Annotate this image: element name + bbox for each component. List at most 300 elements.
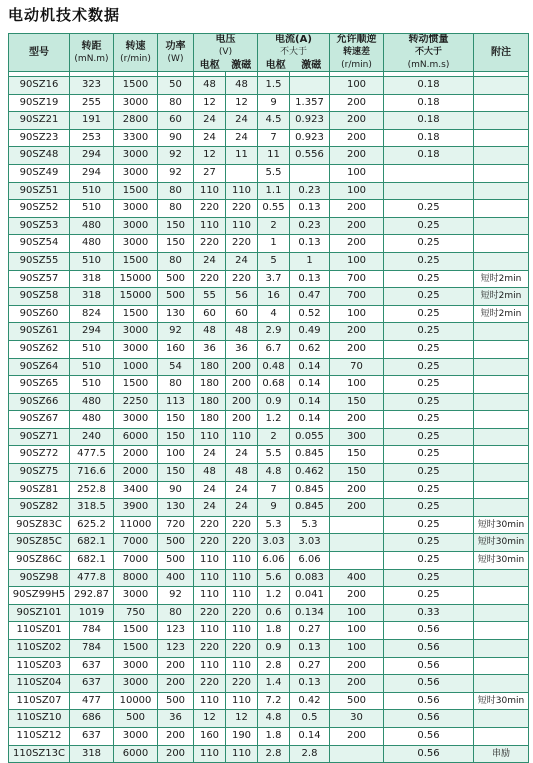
cell-current-field: 0.27 bbox=[290, 657, 330, 675]
cell-power: 130 bbox=[158, 499, 194, 517]
cell-current-field: 0.845 bbox=[290, 481, 330, 499]
cell-current-field: 0.23 bbox=[290, 182, 330, 200]
cell-voltage-field: 24 bbox=[226, 499, 258, 517]
cell-speed-diff bbox=[330, 552, 384, 570]
cell-voltage-field: 36 bbox=[226, 340, 258, 358]
cell-voltage-armature: 220 bbox=[194, 516, 226, 534]
cell-voltage-field: 24 bbox=[226, 112, 258, 130]
cell-voltage-armature: 24 bbox=[194, 129, 226, 147]
cell-inertia: 0.25 bbox=[384, 446, 474, 464]
cell-speed: 7000 bbox=[114, 552, 158, 570]
cell-voltage-field: 110 bbox=[226, 182, 258, 200]
cell-current-field: 0.13 bbox=[290, 675, 330, 693]
cell-power: 54 bbox=[158, 358, 194, 376]
cell-note bbox=[474, 622, 529, 640]
table-row bbox=[9, 587, 529, 605]
cell-model: 110SZ13C bbox=[9, 745, 70, 763]
cell-voltage-field: 110 bbox=[226, 428, 258, 446]
table-row bbox=[9, 446, 529, 464]
cell-power: 200 bbox=[158, 745, 194, 763]
cell-power: 150 bbox=[158, 235, 194, 253]
cell-inertia: 0.18 bbox=[384, 77, 474, 95]
table-row bbox=[9, 217, 529, 235]
cell-note bbox=[474, 446, 529, 464]
cell-model: 90SZ72 bbox=[9, 446, 70, 464]
cell-inertia bbox=[384, 182, 474, 200]
cell-inertia: 0.25 bbox=[384, 428, 474, 446]
cell-torque: 480 bbox=[70, 411, 114, 429]
cell-torque: 625.2 bbox=[70, 516, 114, 534]
cell-inertia: 0.18 bbox=[384, 147, 474, 165]
cell-inertia: 0.18 bbox=[384, 94, 474, 112]
table-row bbox=[9, 622, 529, 640]
cell-inertia: 0.18 bbox=[384, 112, 474, 130]
cell-voltage-field: 110 bbox=[226, 587, 258, 605]
cell-voltage-field: 110 bbox=[226, 217, 258, 235]
cell-torque: 294 bbox=[70, 147, 114, 165]
table-row bbox=[9, 182, 529, 200]
cell-current-field: 0.055 bbox=[290, 428, 330, 446]
table-row bbox=[9, 710, 529, 728]
cell-model: 90SZ75 bbox=[9, 464, 70, 482]
cell-current-armature: 1.5 bbox=[258, 77, 290, 95]
cell-model: 90SZ67 bbox=[9, 411, 70, 429]
cell-note bbox=[474, 481, 529, 499]
cell-speed-diff: 200 bbox=[330, 340, 384, 358]
cell-note bbox=[474, 147, 529, 165]
cell-voltage-field: 48 bbox=[226, 464, 258, 482]
cell-note bbox=[474, 569, 529, 587]
cell-voltage-field: 12 bbox=[226, 710, 258, 728]
cell-power: 80 bbox=[158, 252, 194, 270]
cell-voltage-field: 220 bbox=[226, 640, 258, 658]
cell-inertia: 0.25 bbox=[384, 499, 474, 517]
cell-speed-diff: 100 bbox=[330, 77, 384, 95]
cell-power: 130 bbox=[158, 305, 194, 323]
cell-inertia: 0.56 bbox=[384, 727, 474, 745]
cell-speed: 1500 bbox=[114, 182, 158, 200]
cell-model: 90SZ101 bbox=[9, 604, 70, 622]
cell-note bbox=[474, 499, 529, 517]
cell-speed: 1500 bbox=[114, 305, 158, 323]
cell-power: 200 bbox=[158, 675, 194, 693]
table-row bbox=[9, 428, 529, 446]
cell-note: 短时30min bbox=[474, 692, 529, 710]
cell-torque: 682.1 bbox=[70, 552, 114, 570]
cell-current-armature: 5.5 bbox=[258, 446, 290, 464]
cell-model: 90SZ55 bbox=[9, 252, 70, 270]
cell-power: 50 bbox=[158, 77, 194, 95]
cell-speed: 3000 bbox=[114, 727, 158, 745]
cell-note bbox=[474, 323, 529, 341]
cell-inertia: 0.25 bbox=[384, 270, 474, 288]
cell-speed: 2000 bbox=[114, 446, 158, 464]
cell-speed: 3300 bbox=[114, 129, 158, 147]
cell-voltage-armature: 220 bbox=[194, 604, 226, 622]
table-row bbox=[9, 604, 529, 622]
cell-speed-diff: 200 bbox=[330, 499, 384, 517]
cell-speed: 1500 bbox=[114, 640, 158, 658]
cell-model: 110SZ12 bbox=[9, 727, 70, 745]
cell-speed-diff: 500 bbox=[330, 692, 384, 710]
cell-voltage-armature: 24 bbox=[194, 112, 226, 130]
cell-model: 90SZ57 bbox=[9, 270, 70, 288]
cell-current-armature: 1.1 bbox=[258, 182, 290, 200]
cell-inertia: 0.25 bbox=[384, 340, 474, 358]
cell-speed-diff: 200 bbox=[330, 675, 384, 693]
table-header-row bbox=[9, 34, 529, 72]
cell-voltage-field: 220 bbox=[226, 675, 258, 693]
cell-inertia: 0.56 bbox=[384, 692, 474, 710]
cell-note bbox=[474, 340, 529, 358]
cell-speed-diff: 700 bbox=[330, 270, 384, 288]
cell-current-field: 0.083 bbox=[290, 569, 330, 587]
cell-current-armature: 3.03 bbox=[258, 534, 290, 552]
cell-torque: 637 bbox=[70, 727, 114, 745]
cell-speed: 1500 bbox=[114, 622, 158, 640]
cell-note: 短时30min bbox=[474, 534, 529, 552]
cell-speed: 3000 bbox=[114, 200, 158, 218]
cell-voltage-field: 200 bbox=[226, 393, 258, 411]
cell-current-armature: 0.9 bbox=[258, 640, 290, 658]
cell-speed: 3000 bbox=[114, 323, 158, 341]
cell-current-field: 3.03 bbox=[290, 534, 330, 552]
cell-model: 90SZ48 bbox=[9, 147, 70, 165]
cell-inertia: 0.25 bbox=[384, 534, 474, 552]
table-row bbox=[9, 692, 529, 710]
cell-torque: 510 bbox=[70, 358, 114, 376]
cell-current-field: 0.14 bbox=[290, 411, 330, 429]
cell-speed: 11000 bbox=[114, 516, 158, 534]
motor-data-table bbox=[8, 33, 529, 763]
cell-voltage-field: 220 bbox=[226, 534, 258, 552]
cell-model: 90SZ61 bbox=[9, 323, 70, 341]
cell-voltage-armature: 12 bbox=[194, 710, 226, 728]
cell-model: 90SZ58 bbox=[9, 288, 70, 306]
cell-speed-diff: 100 bbox=[330, 182, 384, 200]
cell-current-armature: 6.06 bbox=[258, 552, 290, 570]
cell-current-armature: 4.8 bbox=[258, 464, 290, 482]
cell-speed-diff: 700 bbox=[330, 288, 384, 306]
cell-current-armature: 0.9 bbox=[258, 393, 290, 411]
cell-inertia bbox=[384, 164, 474, 182]
cell-current-field: 0.13 bbox=[290, 200, 330, 218]
cell-torque: 318 bbox=[70, 270, 114, 288]
cell-current-field bbox=[290, 77, 330, 95]
cell-speed-diff: 200 bbox=[330, 323, 384, 341]
cell-note bbox=[474, 358, 529, 376]
cell-voltage-field: 24 bbox=[226, 252, 258, 270]
cell-power: 36 bbox=[158, 710, 194, 728]
cell-inertia: 0.56 bbox=[384, 675, 474, 693]
cell-speed: 2250 bbox=[114, 393, 158, 411]
cell-speed-diff: 100 bbox=[330, 640, 384, 658]
cell-torque: 318.5 bbox=[70, 499, 114, 517]
cell-current-field: 0.845 bbox=[290, 499, 330, 517]
cell-voltage-armature: 110 bbox=[194, 428, 226, 446]
cell-voltage-field: 110 bbox=[226, 745, 258, 763]
cell-speed: 6000 bbox=[114, 745, 158, 763]
table-row bbox=[9, 499, 529, 517]
cell-torque: 292.87 bbox=[70, 587, 114, 605]
cell-inertia: 0.25 bbox=[384, 305, 474, 323]
cell-speed: 3000 bbox=[114, 657, 158, 675]
cell-power: 92 bbox=[158, 323, 194, 341]
cell-current-field: 0.13 bbox=[290, 235, 330, 253]
cell-current-field: 0.13 bbox=[290, 270, 330, 288]
cell-voltage-armature: 24 bbox=[194, 481, 226, 499]
cell-torque: 253 bbox=[70, 129, 114, 147]
cell-speed: 3000 bbox=[114, 675, 158, 693]
cell-inertia: 0.25 bbox=[384, 464, 474, 482]
cell-current-armature: 7 bbox=[258, 129, 290, 147]
cell-model: 90SZ85C bbox=[9, 534, 70, 552]
cell-voltage-field: 110 bbox=[226, 622, 258, 640]
cell-inertia: 0.25 bbox=[384, 288, 474, 306]
cell-torque: 510 bbox=[70, 376, 114, 394]
cell-current-armature: 1.8 bbox=[258, 727, 290, 745]
table-row bbox=[9, 252, 529, 270]
cell-speed: 10000 bbox=[114, 692, 158, 710]
cell-model: 110SZ04 bbox=[9, 675, 70, 693]
cell-current-armature: 2 bbox=[258, 217, 290, 235]
cell-model: 110SZ01 bbox=[9, 622, 70, 640]
cell-power: 92 bbox=[158, 587, 194, 605]
cell-current-armature: 1.4 bbox=[258, 675, 290, 693]
cell-voltage-armature: 24 bbox=[194, 446, 226, 464]
cell-note bbox=[474, 727, 529, 745]
cell-note bbox=[474, 200, 529, 218]
cell-note bbox=[474, 376, 529, 394]
cell-note bbox=[474, 675, 529, 693]
cell-model: 90SZ64 bbox=[9, 358, 70, 376]
cell-current-armature: 5.6 bbox=[258, 569, 290, 587]
cell-inertia: 0.56 bbox=[384, 657, 474, 675]
cell-current-field: 0.041 bbox=[290, 587, 330, 605]
cell-speed-diff: 200 bbox=[330, 112, 384, 130]
cell-current-field: 5.3 bbox=[290, 516, 330, 534]
cell-current-armature: 2.8 bbox=[258, 745, 290, 763]
cell-current-field: 0.14 bbox=[290, 376, 330, 394]
cell-voltage-field bbox=[226, 164, 258, 182]
cell-speed-diff: 70 bbox=[330, 358, 384, 376]
cell-power: 80 bbox=[158, 182, 194, 200]
cell-power: 123 bbox=[158, 640, 194, 658]
cell-voltage-field: 220 bbox=[226, 270, 258, 288]
cell-speed: 2000 bbox=[114, 464, 158, 482]
cell-current-field: 2.8 bbox=[290, 745, 330, 763]
cell-current-armature: 1.2 bbox=[258, 411, 290, 429]
table-row bbox=[9, 552, 529, 570]
cell-current-field: 0.27 bbox=[290, 622, 330, 640]
cell-current-armature: 4 bbox=[258, 305, 290, 323]
cell-voltage-armature: 220 bbox=[194, 675, 226, 693]
cell-model: 90SZ19 bbox=[9, 94, 70, 112]
cell-speed: 3000 bbox=[114, 411, 158, 429]
cell-torque: 637 bbox=[70, 657, 114, 675]
cell-model: 110SZ07 bbox=[9, 692, 70, 710]
header-inertia: 转动惯量 不大于 (mN.m.s) bbox=[384, 34, 474, 72]
cell-note bbox=[474, 77, 529, 95]
cell-torque: 510 bbox=[70, 252, 114, 270]
cell-model: 110SZ03 bbox=[9, 657, 70, 675]
cell-speed: 1500 bbox=[114, 77, 158, 95]
cell-torque: 477 bbox=[70, 692, 114, 710]
cell-current-armature: 3.7 bbox=[258, 270, 290, 288]
cell-current-field: 0.23 bbox=[290, 217, 330, 235]
cell-note bbox=[474, 428, 529, 446]
cell-inertia: 0.56 bbox=[384, 640, 474, 658]
cell-current-field: 0.556 bbox=[290, 147, 330, 165]
cell-power: 720 bbox=[158, 516, 194, 534]
cell-current-field: 6.06 bbox=[290, 552, 330, 570]
cell-current-armature: 4.5 bbox=[258, 112, 290, 130]
table-row bbox=[9, 464, 529, 482]
cell-model: 90SZ21 bbox=[9, 112, 70, 130]
cell-speed-diff: 200 bbox=[330, 727, 384, 745]
cell-speed-diff: 100 bbox=[330, 604, 384, 622]
cell-model: 90SZ83C bbox=[9, 516, 70, 534]
cell-power: 92 bbox=[158, 147, 194, 165]
cell-model: 90SZ16 bbox=[9, 77, 70, 95]
cell-current-armature: 16 bbox=[258, 288, 290, 306]
cell-voltage-armature: 220 bbox=[194, 534, 226, 552]
cell-note bbox=[474, 640, 529, 658]
table-row bbox=[9, 129, 529, 147]
cell-voltage-field: 110 bbox=[226, 692, 258, 710]
cell-speed: 7000 bbox=[114, 534, 158, 552]
header-speed-diff: 允许顺逆 转速差 (r/min) bbox=[330, 34, 384, 72]
cell-voltage-field: 220 bbox=[226, 604, 258, 622]
cell-speed-diff: 300 bbox=[330, 428, 384, 446]
header-torque: 转距 (mN.m) bbox=[70, 34, 114, 72]
cell-power: 500 bbox=[158, 288, 194, 306]
cell-model: 90SZ51 bbox=[9, 182, 70, 200]
cell-voltage-field: 200 bbox=[226, 358, 258, 376]
cell-torque: 294 bbox=[70, 164, 114, 182]
cell-current-field: 0.14 bbox=[290, 393, 330, 411]
cell-current-field: 0.42 bbox=[290, 692, 330, 710]
cell-inertia: 0.25 bbox=[384, 587, 474, 605]
cell-note bbox=[474, 182, 529, 200]
cell-inertia: 0.25 bbox=[384, 358, 474, 376]
cell-note: 短时2min bbox=[474, 270, 529, 288]
table-row bbox=[9, 358, 529, 376]
cell-current-field bbox=[290, 164, 330, 182]
cell-speed: 8000 bbox=[114, 569, 158, 587]
cell-speed: 3000 bbox=[114, 164, 158, 182]
cell-current-field: 0.49 bbox=[290, 323, 330, 341]
cell-note bbox=[474, 217, 529, 235]
cell-power: 92 bbox=[158, 164, 194, 182]
cell-speed: 750 bbox=[114, 604, 158, 622]
cell-voltage-armature: 220 bbox=[194, 640, 226, 658]
cell-voltage-armature: 24 bbox=[194, 252, 226, 270]
cell-voltage-armature: 180 bbox=[194, 393, 226, 411]
cell-speed-diff: 200 bbox=[330, 200, 384, 218]
cell-note bbox=[474, 112, 529, 130]
cell-power: 150 bbox=[158, 464, 194, 482]
cell-note bbox=[474, 587, 529, 605]
cell-note: 短时30min bbox=[474, 516, 529, 534]
cell-current-armature: 0.55 bbox=[258, 200, 290, 218]
cell-note bbox=[474, 464, 529, 482]
cell-speed: 15000 bbox=[114, 270, 158, 288]
cell-voltage-armature: 180 bbox=[194, 358, 226, 376]
cell-torque: 716.6 bbox=[70, 464, 114, 482]
cell-inertia: 0.56 bbox=[384, 710, 474, 728]
table-row bbox=[9, 569, 529, 587]
cell-torque: 318 bbox=[70, 745, 114, 763]
cell-power: 150 bbox=[158, 428, 194, 446]
cell-speed-diff: 100 bbox=[330, 305, 384, 323]
cell-current-field: 0.62 bbox=[290, 340, 330, 358]
cell-current-armature: 2 bbox=[258, 428, 290, 446]
cell-inertia: 0.25 bbox=[384, 235, 474, 253]
cell-model: 90SZ23 bbox=[9, 129, 70, 147]
cell-torque: 255 bbox=[70, 94, 114, 112]
table-row bbox=[9, 376, 529, 394]
cell-note bbox=[474, 393, 529, 411]
cell-note: 短时30min bbox=[474, 552, 529, 570]
cell-voltage-armature: 12 bbox=[194, 147, 226, 165]
header-power: 功率 (W) bbox=[158, 34, 194, 72]
cell-model: 90SZ60 bbox=[9, 305, 70, 323]
cell-model: 110SZ10 bbox=[9, 710, 70, 728]
cell-inertia: 0.25 bbox=[384, 481, 474, 499]
cell-voltage-armature: 110 bbox=[194, 692, 226, 710]
cell-power: 90 bbox=[158, 481, 194, 499]
cell-current-armature: 9 bbox=[258, 94, 290, 112]
cell-speed-diff bbox=[330, 534, 384, 552]
cell-current-armature: 11 bbox=[258, 147, 290, 165]
page-title: 电动机技术数据 bbox=[8, 6, 121, 24]
table-row bbox=[9, 534, 529, 552]
cell-current-field: 1.357 bbox=[290, 94, 330, 112]
cell-current-armature: 2.8 bbox=[258, 657, 290, 675]
cell-power: 400 bbox=[158, 569, 194, 587]
table-row bbox=[9, 481, 529, 499]
cell-current-armature: 7.2 bbox=[258, 692, 290, 710]
cell-current-armature: 7 bbox=[258, 481, 290, 499]
cell-speed-diff: 150 bbox=[330, 446, 384, 464]
cell-model: 90SZ81 bbox=[9, 481, 70, 499]
header-model: 型号 bbox=[9, 34, 70, 72]
cell-speed: 15000 bbox=[114, 288, 158, 306]
cell-note bbox=[474, 252, 529, 270]
cell-speed: 3000 bbox=[114, 147, 158, 165]
cell-power: 90 bbox=[158, 129, 194, 147]
cell-current-armature: 0.48 bbox=[258, 358, 290, 376]
cell-voltage-field: 24 bbox=[226, 481, 258, 499]
cell-speed-diff bbox=[330, 516, 384, 534]
cell-current-field: 0.52 bbox=[290, 305, 330, 323]
cell-torque: 784 bbox=[70, 622, 114, 640]
cell-inertia: 0.25 bbox=[384, 376, 474, 394]
cell-power: 150 bbox=[158, 411, 194, 429]
table-row bbox=[9, 727, 529, 745]
table-row bbox=[9, 393, 529, 411]
cell-power: 500 bbox=[158, 534, 194, 552]
cell-voltage-field: 110 bbox=[226, 657, 258, 675]
cell-speed-diff: 30 bbox=[330, 710, 384, 728]
table-row bbox=[9, 516, 529, 534]
cell-inertia: 0.18 bbox=[384, 129, 474, 147]
cell-voltage-armature: 55 bbox=[194, 288, 226, 306]
cell-voltage-field: 200 bbox=[226, 376, 258, 394]
cell-power: 80 bbox=[158, 376, 194, 394]
cell-model: 90SZ52 bbox=[9, 200, 70, 218]
